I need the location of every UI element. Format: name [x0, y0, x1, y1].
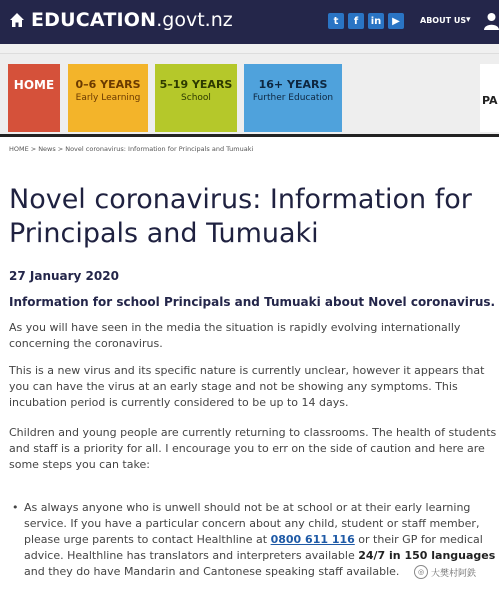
nav-tile-partial[interactable]: PA [480, 64, 499, 132]
list-item-text: or their GP for medical advice. Healthline has translators and interpreters available [24, 533, 483, 562]
nav-divider [0, 134, 499, 137]
nav-tile-title: 5–19 YEARS [159, 78, 233, 91]
wechat-icon: ◎ [414, 565, 428, 579]
home-icon [9, 12, 25, 28]
article-paragraph: This is a new virus and its specific nature is currently unclear, however it appears that you can have the virus at an early stage and not be showing any symptoms. This incubation period is currently considered to be up to 14 days. [9, 364, 485, 409]
user-icon[interactable] [484, 12, 499, 30]
facebook-icon[interactable]: f [348, 13, 364, 29]
nav-tile-subtitle: School [181, 93, 211, 103]
nav-tile-home-label: HOME [13, 78, 55, 92]
list-item-text: and they do have Mandarin and Cantonese speaking staff available. [24, 565, 400, 578]
nav-tile-school[interactable] [155, 64, 237, 132]
header-subbar [0, 44, 499, 54]
youtube-icon[interactable]: ▶ [388, 13, 404, 29]
healthline-phone-link[interactable]: 0800 611 116 [270, 533, 355, 546]
article-lead: Information for school Principals and Tumuaki about Novel coronavirus. [9, 295, 496, 309]
breadcrumb-separator: > [30, 145, 37, 153]
page-title: Novel coronavirus: Information for Principals and Tumuaki [9, 184, 472, 249]
nav-tile-early-learning[interactable] [68, 64, 148, 132]
linkedin-icon[interactable]: in [368, 13, 384, 29]
brand-name: EDUCATION [31, 9, 157, 31]
list-item-emphasis: 24/7 in 150 languages [358, 549, 496, 562]
nav-tile-title: 16+ YEARS [258, 78, 328, 91]
chevron-down-icon[interactable]: ▾ [466, 15, 471, 25]
nav-tile-home[interactable] [8, 64, 60, 132]
article-date: 27 January 2020 [9, 269, 119, 283]
list-item-text: As always anyone who is unwell should not be at school or at their early learning service. If you have a particular concern about any child, student or staff member, please urge parents to contact Healthline at [24, 501, 480, 546]
nav-tile-further-education[interactable] [244, 64, 342, 132]
about-us-link[interactable]: ABOUT US [420, 16, 467, 25]
nav-tile-subtitle: Early Learning [75, 93, 141, 103]
watermark-text: 大樊村阿鉄 [431, 568, 477, 579]
social-links [328, 13, 408, 29]
breadcrumb-separator: > [57, 145, 64, 153]
site-logo[interactable] [9, 9, 233, 31]
breadcrumb-news[interactable]: News [38, 145, 56, 153]
nav-tile-title: 0–6 YEARS [75, 78, 141, 91]
nav-tile-subtitle: Further Education [252, 93, 334, 103]
watermark [414, 565, 476, 579]
bullet-icon: • [12, 501, 19, 514]
breadcrumb-current: Novel coronavirus: Information for Principals and Tumuaki [65, 145, 254, 153]
article-paragraph: As you will have seen in the media the situation is rapidly evolving internationally concerning the coronavirus. [9, 321, 461, 350]
article-paragraph: Children and young people are currently returning to classrooms. The health of students and staff is a priority for all. I encourage you to err on the side of caution and here are some steps you can take: [9, 426, 497, 471]
site-header [0, 0, 499, 44]
twitter-icon[interactable]: t [328, 13, 344, 29]
breadcrumb [9, 145, 253, 153]
brand-domain: .govt.nz [156, 9, 233, 31]
breadcrumb-home[interactable]: HOME [9, 145, 29, 153]
